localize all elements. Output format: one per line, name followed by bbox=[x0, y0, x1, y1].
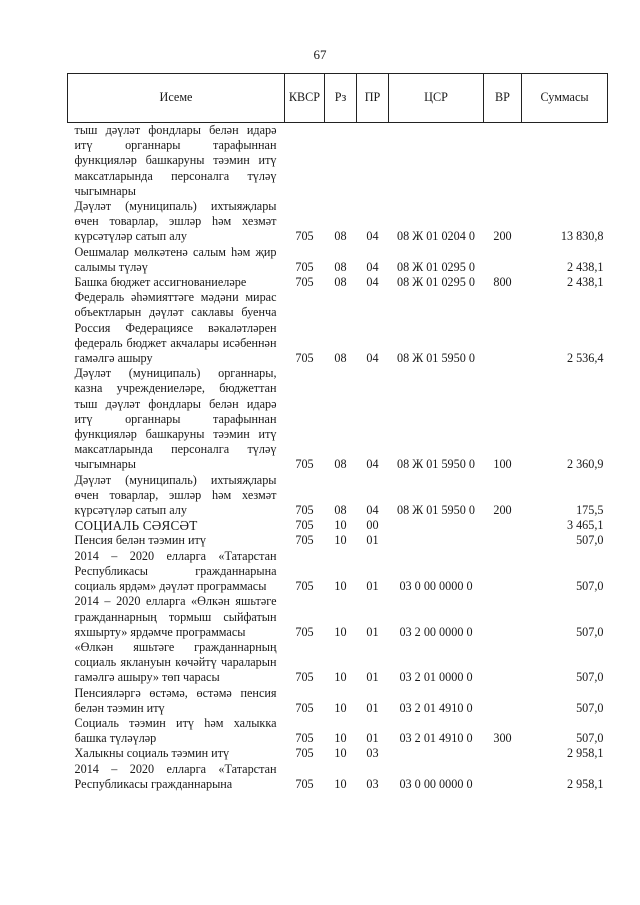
row-vr: 100 bbox=[493, 457, 512, 472]
row-name: Башка бюджет ассигнованиеләре bbox=[74, 275, 247, 290]
row-csr: 03 0 00 0000 0 bbox=[399, 776, 473, 791]
row-pr: 01 bbox=[366, 700, 379, 715]
row-vr: 800 bbox=[493, 275, 512, 290]
row-kvsr: 705 bbox=[295, 518, 314, 533]
row-name: тыш дәүләт фондлары белән идарә итү органнары тарафыннан функцияләр башкаруны тәэмин итү максатларында персоналга түләү чыгымнары bbox=[74, 123, 277, 198]
row-kvsr: 705 bbox=[295, 259, 314, 274]
table-row bbox=[68, 640, 608, 686]
row-kvsr bbox=[285, 123, 325, 200]
row-sum: 507,0 bbox=[576, 731, 604, 746]
row-name: 2014 – 2020 елларга «Өлкән яшьтәге гражданнарның тормыш сыйфатын яхшырту» ярдәмче программасы bbox=[74, 594, 277, 639]
row-sum: 2 438,1 bbox=[566, 259, 604, 274]
row-sum: 3 465,1 bbox=[566, 518, 604, 533]
row-csr: 08 Ж 01 5950 0 bbox=[397, 457, 475, 472]
table-row bbox=[68, 533, 608, 548]
row-pr: 04 bbox=[366, 229, 379, 244]
row-csr: 03 2 01 4910 0 bbox=[399, 700, 473, 715]
column-header-pr: ПР bbox=[357, 74, 389, 123]
row-csr bbox=[389, 123, 484, 200]
section-row bbox=[68, 518, 608, 533]
row-pr: 04 bbox=[366, 351, 379, 366]
table-row bbox=[68, 473, 608, 519]
row-sum: 2 958,1 bbox=[566, 776, 604, 791]
row-pr: 01 bbox=[366, 579, 379, 594]
row-name: Дәүләт (муниципаль) органнары, казна учреждениеләре, бюджеттан тыш дәүләт фондлары белән идарә итү органнары тарафыннан функцияләр башкаруны тәэмин итү максатларында персоналга түләү чыгымнары bbox=[74, 366, 277, 472]
row-vr bbox=[484, 686, 522, 716]
row-pr: 01 bbox=[366, 731, 379, 746]
row-rz: 08 bbox=[334, 503, 347, 518]
row-vr bbox=[484, 290, 522, 366]
row-csr bbox=[389, 533, 484, 548]
row-name: Оешмалар мөлкәтенә салым һәм җир салымы түләү bbox=[74, 244, 277, 274]
row-csr: 03 2 00 0000 0 bbox=[399, 624, 473, 639]
row-rz: 08 bbox=[334, 229, 347, 244]
row-csr: 03 2 01 0000 0 bbox=[399, 670, 473, 685]
column-header-csr: ЦСР bbox=[389, 74, 484, 123]
row-vr bbox=[484, 746, 522, 761]
row-pr: 04 bbox=[366, 503, 379, 518]
row-pr: 03 bbox=[366, 746, 379, 761]
row-name: Халыкны социаль тәэмин итү bbox=[74, 746, 230, 761]
row-pr: 03 bbox=[366, 776, 379, 791]
row-kvsr: 705 bbox=[295, 776, 314, 791]
row-vr bbox=[484, 245, 522, 275]
row-name: «Өлкән яшьтәге гражданнарның социаль яклануын көчәйтү чараларын гамәлгә ашыру» төп чарасы bbox=[74, 639, 277, 685]
row-name: 2014 – 2020 елларга «Татарстан Республикасы гражданнарына bbox=[74, 761, 277, 791]
row-name: СОЦИАЛЬ СӘЯСӘТ bbox=[74, 518, 198, 534]
row-kvsr: 705 bbox=[295, 503, 314, 518]
row-sum: 507,0 bbox=[576, 579, 604, 594]
row-pr: 04 bbox=[366, 457, 379, 472]
row-csr bbox=[389, 518, 484, 533]
row-rz: 10 bbox=[334, 624, 347, 639]
row-rz: 10 bbox=[334, 746, 347, 761]
row-csr: 08 Ж 01 5950 0 bbox=[397, 503, 475, 518]
row-vr: 300 bbox=[493, 731, 512, 746]
row-csr: 08 Ж 01 0295 0 bbox=[397, 259, 475, 274]
row-sum: 507,0 bbox=[576, 533, 604, 548]
row-pr: 04 bbox=[366, 259, 379, 274]
row-rz: 10 bbox=[334, 776, 347, 791]
page-number: 67 bbox=[313, 47, 327, 62]
row-rz: 08 bbox=[334, 351, 347, 366]
row-name: Дәүләт (муниципаль) ихтыяҗлары өчен товарлар, эшләр һәм хезмәт күрсәтүләр сатып алу bbox=[74, 472, 277, 518]
row-kvsr: 705 bbox=[295, 700, 314, 715]
row-name: Социаль тәэмин итү һәм халыкка башка түләүләр bbox=[74, 715, 277, 746]
row-rz: 10 bbox=[334, 518, 347, 533]
column-header-rz: Рз bbox=[325, 74, 357, 123]
row-kvsr: 705 bbox=[295, 275, 314, 290]
row-pr: 01 bbox=[366, 624, 379, 639]
row-sum: 507,0 bbox=[576, 670, 604, 685]
row-sum: 2 536,4 bbox=[566, 351, 604, 366]
column-header-vr: ВР bbox=[484, 74, 522, 123]
row-kvsr: 705 bbox=[295, 670, 314, 685]
row-pr: 01 bbox=[366, 670, 379, 685]
row-vr: 200 bbox=[493, 229, 512, 244]
row-vr bbox=[484, 640, 522, 686]
row-csr bbox=[389, 746, 484, 761]
row-name: 2014 – 2020 елларга «Татарстан Республикасы гражданнарына социаль ярдәм» дәүләт программасы bbox=[74, 548, 277, 594]
row-kvsr: 705 bbox=[295, 731, 314, 746]
row-csr: 03 2 01 4910 0 bbox=[399, 731, 473, 746]
row-vr bbox=[484, 518, 522, 533]
table-row bbox=[68, 245, 608, 275]
row-csr: 03 0 00 0000 0 bbox=[399, 579, 473, 594]
row-vr bbox=[484, 762, 522, 792]
table-row bbox=[68, 549, 608, 595]
row-pr bbox=[357, 123, 389, 200]
row-vr bbox=[484, 549, 522, 595]
row-sum: 2 438,1 bbox=[566, 275, 604, 290]
row-kvsr: 705 bbox=[295, 229, 314, 244]
row-pr: 00 bbox=[366, 518, 379, 533]
row-kvsr: 705 bbox=[295, 579, 314, 594]
row-sum: 507,0 bbox=[576, 700, 604, 715]
row-vr bbox=[484, 123, 522, 200]
row-rz: 10 bbox=[334, 731, 347, 746]
table-row bbox=[68, 686, 608, 716]
row-kvsr: 705 bbox=[295, 624, 314, 639]
row-pr: 04 bbox=[366, 275, 379, 290]
row-rz bbox=[325, 123, 357, 200]
table-header-row bbox=[68, 74, 608, 123]
table-row bbox=[68, 275, 608, 290]
table-row bbox=[68, 594, 608, 640]
row-sum: 2 360,9 bbox=[566, 457, 604, 472]
row-vr bbox=[484, 594, 522, 640]
row-rz: 10 bbox=[334, 533, 347, 548]
budget-table bbox=[67, 73, 608, 792]
row-rz: 10 bbox=[334, 579, 347, 594]
row-sum: 507,0 bbox=[576, 624, 604, 639]
row-rz: 08 bbox=[334, 259, 347, 274]
row-rz: 08 bbox=[334, 457, 347, 472]
table-row bbox=[68, 716, 608, 746]
row-name: Федераль әһәмияттәге мәдәни мирас объектларын дәүләт саклавы буенча Россия Федерациясе вәкаләтләрен федераль бюджет акчалары исәбеннән гамәлгә ашыру bbox=[74, 290, 277, 366]
column-header-kvsr: КВСР bbox=[285, 74, 325, 123]
row-name: Пенсия белән тәэмин итү bbox=[74, 533, 206, 548]
row-sum bbox=[522, 123, 608, 200]
row-sum: 175,5 bbox=[576, 503, 604, 518]
row-csr: 08 Ж 01 5950 0 bbox=[397, 351, 475, 366]
table-row bbox=[68, 366, 608, 472]
row-pr: 01 bbox=[366, 533, 379, 548]
row-rz: 08 bbox=[334, 275, 347, 290]
row-rz: 10 bbox=[334, 700, 347, 715]
table-row bbox=[68, 746, 608, 761]
row-vr bbox=[484, 533, 522, 548]
row-rz: 10 bbox=[334, 670, 347, 685]
row-kvsr: 705 bbox=[295, 746, 314, 761]
table-row bbox=[68, 123, 608, 200]
row-vr: 200 bbox=[493, 503, 512, 518]
row-sum: 13 830,8 bbox=[560, 229, 604, 244]
table-row bbox=[68, 762, 608, 792]
table-row bbox=[68, 199, 608, 245]
row-kvsr: 705 bbox=[295, 533, 314, 548]
row-name: Пенсияләргә өстәмә, өстәмә пенсия белән тәэмин итү bbox=[74, 685, 277, 715]
row-sum: 2 958,1 bbox=[566, 746, 604, 761]
row-name: Дәүләт (муниципаль) ихтыяҗлары өчен товарлар, эшләр һәм хезмәт күрсәтүләр сатып алу bbox=[74, 199, 277, 244]
column-header-sum: Суммасы bbox=[522, 74, 608, 123]
row-csr: 08 Ж 01 0295 0 bbox=[397, 275, 475, 290]
column-header-name: Исеме bbox=[68, 74, 285, 123]
row-csr: 08 Ж 01 0204 0 bbox=[397, 229, 475, 244]
row-kvsr: 705 bbox=[295, 351, 314, 366]
row-kvsr: 705 bbox=[295, 457, 314, 472]
table-row bbox=[68, 290, 608, 366]
